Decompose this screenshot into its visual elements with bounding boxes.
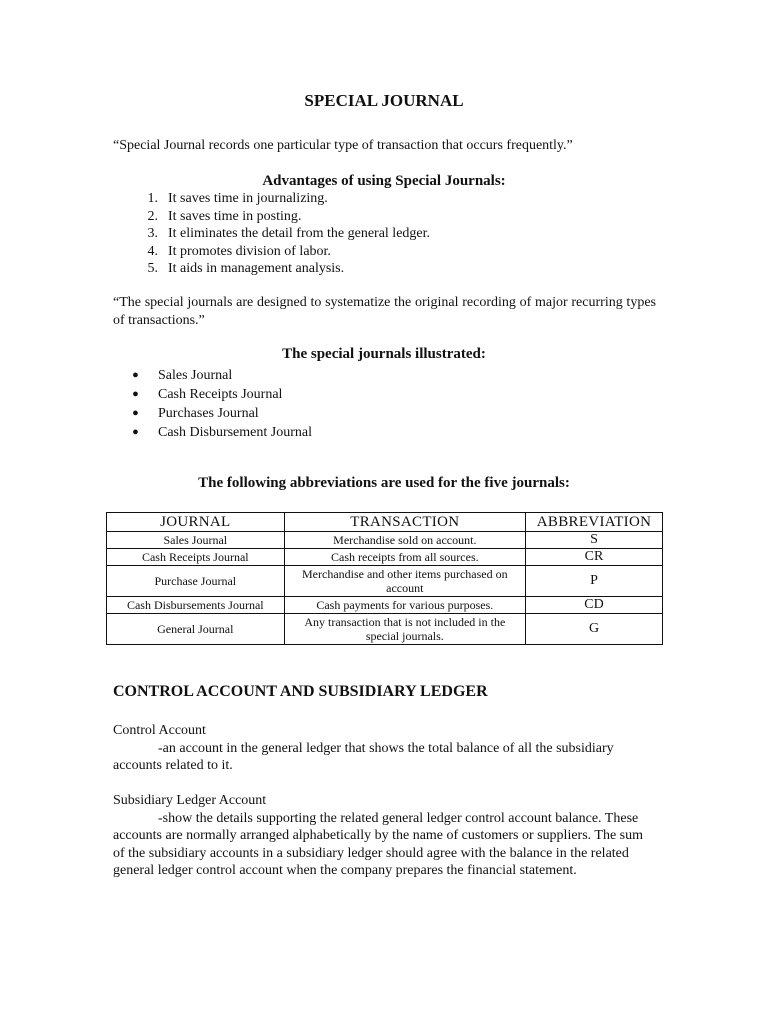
illustrated-heading: The special journals illustrated: <box>282 346 486 362</box>
journals-bullet-list <box>113 366 312 442</box>
list-item: 5. It aids in management analysis. <box>147 261 345 276</box>
control-account-label: Control Account <box>113 723 206 738</box>
abbreviation-cell: G <box>526 614 663 645</box>
table-row <box>107 614 663 645</box>
bullet-icon: ● <box>132 426 139 438</box>
transaction-cell: Merchandise and other items purchased on account <box>284 566 525 597</box>
table-header-row <box>107 513 663 532</box>
purpose-quote: “The special journals are designed to systematize the original recording of major recurring types of transactions.” <box>113 295 656 328</box>
control-account-definition: -an account in the general ledger that shows the total balance of all the subsidiary accounts related to it. <box>113 740 614 773</box>
journal-cell: Cash Disbursements Journal <box>107 597 285 614</box>
list-item: 1. It saves time in journalizing. <box>147 191 328 206</box>
bullet-icon: ● <box>132 369 139 381</box>
abbreviation-cell: P <box>526 566 663 597</box>
abbreviation-cell: S <box>526 532 663 549</box>
list-item: ● Sales Journal <box>113 366 312 385</box>
subsidiary-ledger-block <box>113 792 658 880</box>
transaction-cell: Any transaction that is not included in the special journals. <box>284 614 525 645</box>
list-item: ● Cash Disbursement Journal <box>113 423 312 442</box>
journal-cell: Purchase Journal <box>107 566 285 597</box>
column-header-transaction: TRANSACTION <box>284 513 525 532</box>
journal-cell: Cash Receipts Journal <box>107 549 285 566</box>
list-item: 2. It saves time in posting. <box>147 208 302 224</box>
transaction-cell: Cash receipts from all sources. <box>284 549 525 566</box>
table-row <box>107 566 663 597</box>
abbreviation-cell: CR <box>526 549 663 566</box>
abbreviation-cell: CD <box>526 597 663 614</box>
control-account-block <box>113 722 658 775</box>
transaction-cell: Merchandise sold on account. <box>284 532 525 549</box>
advantages-list <box>113 190 430 278</box>
list-item: 3. It eliminates the detail from the general ledger. <box>147 226 431 241</box>
subsidiary-ledger-definition: -show the details supporting the related general ledger control account balance. These accounts are normally arranged alphabetically by the name of customers or suppliers. The sum of the subsidiary accounts in a subsidiary ledger should agree with the balance in the related general ledger control account when the company prepares the financial statement. <box>113 810 644 878</box>
table-row <box>107 549 663 566</box>
transaction-cell: Cash payments for various purposes. <box>284 597 525 614</box>
advantages-heading: Advantages of using Special Journals: <box>262 173 506 189</box>
control-section-heading: CONTROL ACCOUNT AND SUBSIDIARY LEDGER <box>113 683 488 700</box>
journal-cell: Sales Journal <box>107 532 285 549</box>
abbreviations-heading: The following abbreviations are used for the five journals: <box>198 475 570 491</box>
list-item: ● Cash Receipts Journal <box>113 385 312 404</box>
column-header-abbreviation: ABBREVIATION <box>526 513 663 532</box>
journal-cell: General Journal <box>107 614 285 645</box>
page-title: SPECIAL JOURNAL <box>304 91 464 110</box>
table-row <box>107 532 663 549</box>
list-item: 4. It promotes division of labor. <box>147 243 331 259</box>
bullet-icon: ● <box>132 388 139 400</box>
list-item: ● Purchases Journal <box>113 404 312 423</box>
column-header-journal: JOURNAL <box>107 513 285 532</box>
subsidiary-ledger-label: Subsidiary Ledger Account <box>113 793 267 808</box>
abbreviations-table <box>106 512 663 645</box>
bullet-icon: ● <box>132 407 139 419</box>
definition-quote: “Special Journal records one particular type of transaction that occurs frequently.” <box>113 138 573 153</box>
table-row <box>107 597 663 614</box>
